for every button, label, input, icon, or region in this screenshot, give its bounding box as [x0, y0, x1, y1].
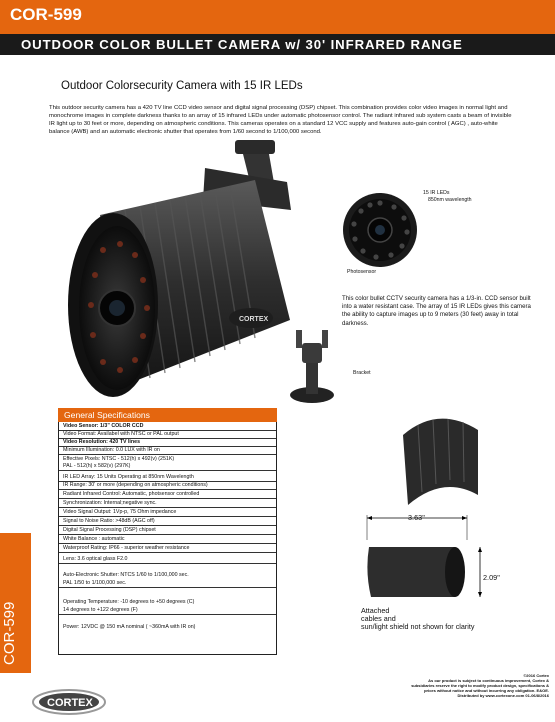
logo-text: CORTEX [47, 697, 93, 709]
sun-shield-image [398, 410, 483, 510]
wavelength-label: 850nm wavelength [428, 197, 472, 203]
side-tab-label: COR-599 [1, 601, 18, 665]
spec-row: Video Format: Availabel with NTSC or PAL output [59, 431, 276, 439]
bracket-image [282, 325, 342, 405]
spec-row: Radiant Infrared Control: Automatic, photsensor controlled [59, 491, 276, 499]
camera-logo-text: CORTEX [239, 316, 269, 323]
page-title: OUTDOOR COLOR BULLET CAMERA w/ 30' INFRARED RANGE [21, 37, 463, 52]
header-top-band [0, 0, 555, 34]
model-number: COR-599 [10, 5, 82, 24]
photosensor-label: Photosensor [347, 269, 377, 275]
specs-heading: General Specifications [64, 410, 150, 420]
height-dimension: 2.09" [483, 573, 500, 582]
spec-row: Minimum Illumination: 0.0 LUX with IR on [59, 447, 276, 455]
length-dimension: 3.63" [408, 513, 425, 522]
spec-row: Waterproof Rating: IP66 - superior weather resistance [59, 545, 276, 553]
spec-row: Auto-Electronic Shutter: NTCS 1/60 to 1/100,000 sec. [63, 572, 189, 578]
intro-paragraph: This outdoor security camera has a 420 TV line CCD video sensor and digital signal processing (DSP) chipset. This combination provides color video images in normal light and monochrome images in complete darkness thanks to an array of 15 infrared LEDs under automatic photosensor control. The radiant infrared sub system casts a beam of invisible IR light up to 30 feet or more, depending on atmospheric conditions. This cameras operates on a standard 12 VCC supply and features auto-gain control ( AGC) , auto-white balance (AWB) and an automatic electronic shutter that operates from 1/60 second to 1/100,000 second. [49, 105, 512, 136]
spec-row: Lens: 3.6 optical glass F2.0 [59, 556, 276, 564]
camera-description: This color bullet CCTV security camera has a 1/3-in. CCD sensor built into a water resistant case. The array of 15 IR LEDs gives this camera the ability to capture images up to 9 meters (30 feet) away in total darkness. [342, 295, 531, 327]
spec-row: Video Signal Output: 1Vp-p, 75 Ohm impedance [59, 509, 276, 517]
spec-row: PAL 1/50 to 1/100,000 sec. [59, 580, 276, 588]
spec-row: Video Sensor: 1/3" COLOR CCD [59, 423, 276, 431]
attached-note: Attached cables and sun/light shield not shown for clarity [361, 606, 475, 631]
spec-row: Signal to Noise Ratio: >48dB (AGC off) [59, 518, 276, 526]
spec-row: PAL - 512(h) x 582(v) (297K) [59, 463, 276, 471]
product-subtitle: Outdoor Colorsecurity Camera with 15 IR LEDs [61, 80, 303, 92]
ir-leds-label: 15 IR LEDs [423, 190, 450, 196]
spec-row: White Balance : automatic [59, 536, 276, 544]
spec-row: Video Resolution: 420 TV lines [59, 439, 276, 447]
spec-row: Effective Pixels: NTSC - 512(h) x 492(v) (251K) [63, 456, 175, 462]
spec-row: 14 degrees to +122 degrees (F) [59, 607, 276, 615]
spec-row: Power: 12VDC @ 150 mA nominal ( ~360mA with IR on) [63, 624, 196, 630]
ir-led-closeup-image [340, 190, 420, 270]
footer-legal: ©2016 Cortex As our product is subject to continuous improvement, Cortex & subsidiaries reserve the right to modify product design, specifications & prices without notice and without incurring any obligation. E&OE. Distributed by www.cortexone.com 01-06/8/2016 [411, 673, 549, 698]
spec-row: Digital Signal Processing (DSP) chipset [59, 527, 276, 535]
bracket-label: Bracket [353, 370, 371, 376]
bullet-camera-image [55, 140, 315, 430]
cortex-logo [31, 688, 107, 716]
spec-row: IR Range: 30' or more (depending on atmospheric conditions) [59, 482, 276, 490]
spec-row: IR LED Array: 15 Units Operating at 850nm Wavelength [59, 474, 276, 482]
spec-row: Operating Temperature: -10 degrees to +50 degrees (C) [63, 599, 195, 605]
spec-row: Synchronization: Internal;negative sync. [59, 500, 276, 508]
dimension-view-image [355, 512, 505, 607]
